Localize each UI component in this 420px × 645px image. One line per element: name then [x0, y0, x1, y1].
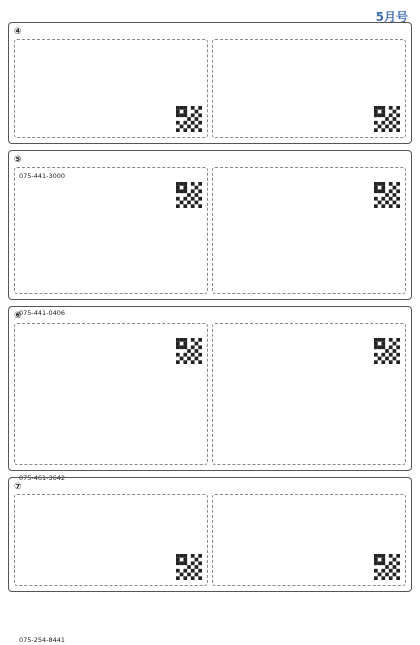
text-line	[19, 262, 203, 271]
programs-box	[14, 494, 208, 644]
events-box	[212, 494, 406, 586]
text-line	[19, 89, 203, 98]
kindergarten-section	[8, 150, 412, 317]
text-line	[19, 53, 203, 62]
text-line	[19, 409, 203, 418]
text-line	[217, 409, 401, 418]
text-line	[19, 373, 203, 382]
programs-heading	[19, 327, 203, 337]
section-header	[14, 481, 406, 494]
events-box	[212, 39, 406, 138]
events-heading	[217, 498, 401, 508]
text-line	[217, 382, 401, 391]
text-line	[217, 62, 401, 71]
text-line	[19, 445, 203, 454]
text-line	[19, 62, 203, 71]
qr-code-icon	[374, 182, 400, 208]
text-line	[19, 427, 203, 436]
qr-code-icon	[176, 106, 202, 132]
text-line	[217, 235, 401, 244]
text-line	[217, 53, 401, 62]
section-header	[14, 310, 406, 323]
text-line	[19, 208, 203, 217]
text-line	[217, 517, 401, 526]
text-line	[217, 80, 401, 89]
text-line	[217, 253, 401, 262]
text-line	[217, 589, 401, 598]
text-line	[19, 589, 203, 598]
phone-number: 075-461-3642	[19, 474, 66, 482]
programs-heading	[19, 498, 203, 508]
qr-code-icon	[374, 338, 400, 364]
kindergarten-section	[8, 306, 412, 482]
programs-box	[14, 39, 208, 180]
text-line	[217, 280, 401, 289]
phone-number: 075-441-0406	[19, 309, 66, 317]
events-heading	[217, 43, 401, 53]
programs-heading	[19, 171, 203, 181]
text-line	[19, 134, 203, 143]
text-line	[19, 271, 203, 280]
programs-box	[14, 167, 208, 317]
text-line	[19, 217, 203, 226]
events-box	[212, 323, 406, 465]
text-line	[217, 625, 401, 634]
section-header	[14, 26, 406, 39]
text-line	[19, 400, 203, 409]
phone-number: 075-254-8441	[19, 636, 66, 644]
text-line	[217, 262, 401, 271]
text-line	[19, 418, 203, 427]
text-line	[19, 463, 203, 472]
text-line	[217, 436, 401, 445]
text-line	[19, 598, 203, 607]
qr-code-icon	[374, 106, 400, 132]
text-line	[217, 217, 401, 226]
text-line	[217, 616, 401, 625]
text-line	[19, 80, 203, 89]
qr-code-icon	[176, 554, 202, 580]
text-line	[217, 508, 401, 517]
text-line	[217, 400, 401, 409]
text-line	[19, 580, 203, 589]
text-line	[19, 226, 203, 235]
events-box	[212, 167, 406, 294]
text-line	[217, 208, 401, 217]
text-line	[19, 535, 203, 544]
text-line	[19, 607, 203, 616]
qr-code-icon	[176, 338, 202, 364]
text-line	[217, 89, 401, 98]
phone-number: 075-441-3000	[19, 172, 66, 180]
events-heading	[217, 171, 401, 181]
text-line	[217, 445, 401, 454]
text-line	[217, 580, 401, 589]
text-line	[217, 226, 401, 235]
text-line	[19, 526, 203, 535]
text-line	[217, 607, 401, 616]
issue-label: 5月号	[375, 10, 408, 24]
text-line	[217, 454, 401, 463]
text-line	[217, 271, 401, 280]
text-line	[217, 535, 401, 544]
text-line	[19, 289, 203, 298]
kindergarten-section	[8, 477, 412, 644]
text-line	[217, 71, 401, 80]
text-line	[217, 373, 401, 382]
text-line	[19, 364, 203, 373]
text-line	[19, 625, 203, 634]
text-line	[217, 427, 401, 436]
section-number: ④	[14, 27, 22, 37]
text-line	[19, 454, 203, 463]
text-line	[217, 418, 401, 427]
qr-code-icon	[176, 182, 202, 208]
programs-box	[14, 323, 208, 482]
text-line	[217, 244, 401, 253]
section-number: ⑥	[14, 311, 22, 321]
text-line	[19, 244, 203, 253]
text-line	[217, 544, 401, 553]
section-header	[14, 154, 406, 167]
text-line	[217, 598, 401, 607]
section-number: ⑤	[14, 155, 22, 165]
text-line	[19, 517, 203, 526]
text-line	[19, 71, 203, 80]
kindergarten-section	[8, 22, 412, 180]
events-heading	[217, 327, 401, 337]
programs-heading	[19, 43, 203, 53]
text-line	[19, 280, 203, 289]
text-line	[19, 544, 203, 553]
text-line	[19, 382, 203, 391]
text-line	[217, 364, 401, 373]
text-line	[19, 391, 203, 400]
text-line	[19, 235, 203, 244]
text-line	[19, 508, 203, 517]
text-line	[19, 253, 203, 262]
text-line	[19, 436, 203, 445]
text-line	[217, 391, 401, 400]
text-line	[217, 526, 401, 535]
text-line	[19, 616, 203, 625]
section-number: ⑦	[14, 482, 22, 492]
qr-code-icon	[374, 554, 400, 580]
